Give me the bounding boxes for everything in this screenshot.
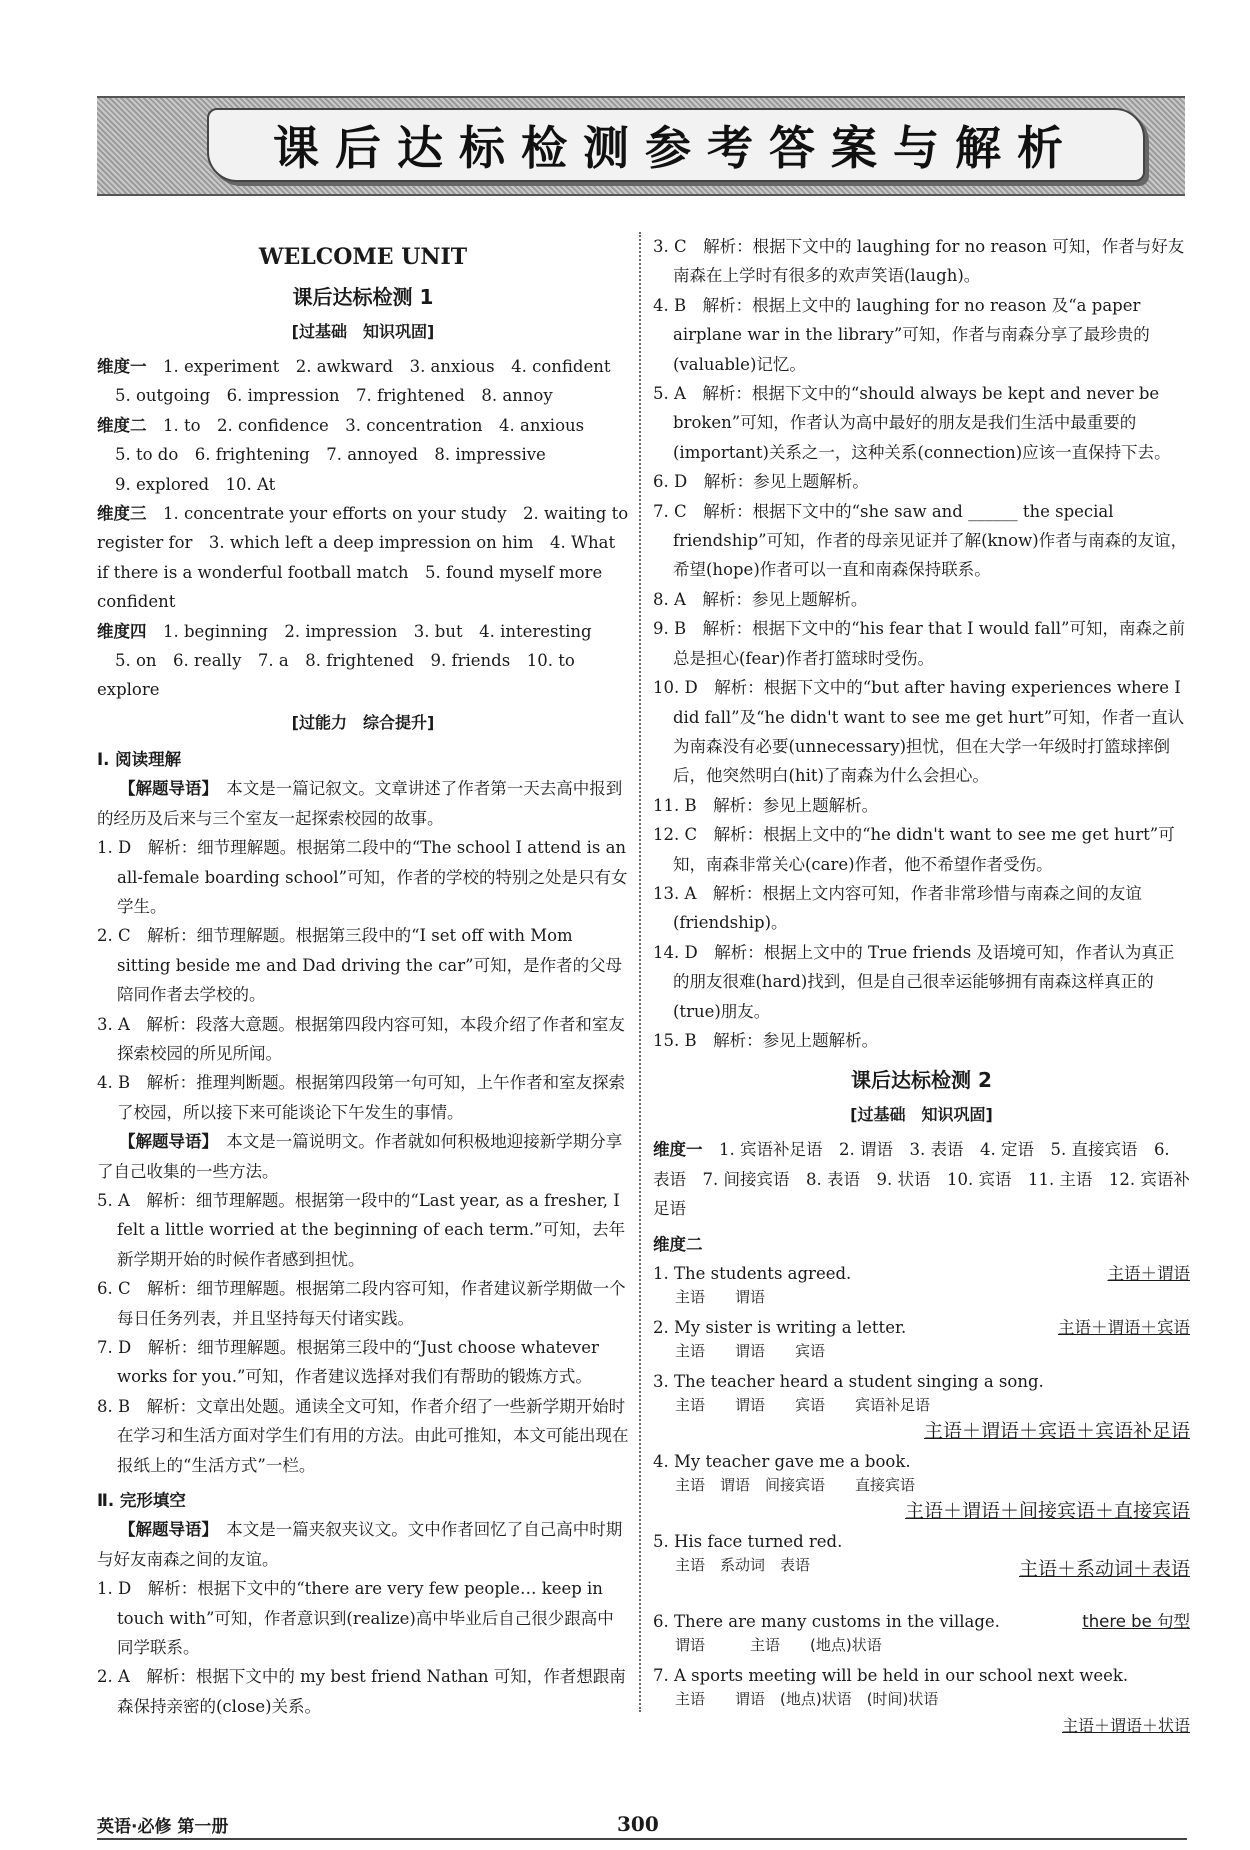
answer-item: 4. B 解析：根据上文中的 laughing for no reason 及“a paper airplane war in the library”可知，作者与南森分享了最珍贵的(valuable)记忆。 bbox=[653, 295, 1150, 374]
answer-item: 4. B 解析：推理判断题。根据第四段第一句可知，上午作者和室友探索了校园，所以接下来可能谈论下午发生的事情。 bbox=[97, 1073, 626, 1122]
right-column bbox=[653, 232, 1190, 1741]
dimension-3: 维度三 1. concentrate your efforts on your study 2. waiting to register for 3. which left a deep impression on him 4. What if there is a wonderful football match 5. found myself more confident bbox=[97, 504, 629, 612]
sentence-analysis: 1. The students agreed. 主语 谓语 主语＋谓语 bbox=[653, 1264, 1190, 1306]
section-bracket-ability: [过能力 综合提升] bbox=[291, 712, 435, 732]
answer-item: 11. B 解析：参见上题解析。 bbox=[653, 795, 879, 815]
reading-guide-2: 【解题导语】 本文是一篇说明文。作者就如何积极地迎接新学期分享了自己收集的一些方法。 bbox=[97, 1132, 623, 1181]
answer-item: 6. C 解析：细节理解题。根据第二段内容可知，作者建议新学期做一个每日任务列表，并且坚持每天付诸实践。 bbox=[97, 1279, 626, 1328]
section-reading: Ⅰ. 阅读理解 bbox=[97, 749, 182, 769]
test-2-title: 课后达标检测 2 bbox=[851, 1068, 992, 1093]
answer-item: 8. B 解析：文章出处题。通读全文可知，作者介绍了一些新学期开始时在学习和生活方面对学生们有用的方法。由此可推知，本文可能出现在报纸上的“生活方式”一栏。 bbox=[97, 1396, 629, 1475]
answer-item: 9. B 解析：根据下文中的“his fear that I would fall”可知，南森之前总是担心(fear)作者打篮球时受伤。 bbox=[653, 619, 1185, 668]
answer-item: 1. D 解析：根据下文中的“there are very few people… keep in touch with”可知，作者意识到(realize)高中毕业后自己很少跟高中同学联系。 bbox=[97, 1579, 614, 1658]
column-divider bbox=[639, 232, 641, 1712]
answer-item: 6. D 解析：参见上题解析。 bbox=[653, 472, 869, 492]
answer-item: 8. A 解析：参见上题解析。 bbox=[653, 589, 868, 609]
answer-item: 5. A 解析：细节理解题。根据第一段中的“Last year, as a fresher, I felt a little worried at the beginning of each term.”可知，去年新学期开始的时候作者感到担忧。 bbox=[97, 1190, 626, 1269]
left-column bbox=[97, 232, 629, 1721]
section-bracket-basics-2: [过基础 知识巩固] bbox=[850, 1105, 993, 1125]
dimension-2: 维度二 1. to 2. confidence 3. concentration 4. anxious 5. to do 6. frightening 7. annoyed 8. impressive 9. explored 10. At bbox=[97, 415, 585, 494]
answer-item: 2. A 解析：根据下文中的 my best friend Nathan 可知，作者想跟南森保持亲密的(close)关系。 bbox=[97, 1667, 626, 1716]
page-title: 课后达标检测参考答案与解析 bbox=[273, 121, 1079, 175]
page-number: 300 bbox=[617, 1812, 659, 1836]
sentence-analysis: 2. My sister is writing a letter. 主语 谓语 宾语 主语＋谓语＋宾语 bbox=[653, 1318, 1190, 1360]
answer-item: 7. D 解析：细节理解题。根据第三段中的“Just choose whatever works for you.”可知，作者建议选择对我们有帮助的锻炼方式。 bbox=[97, 1338, 599, 1387]
test-1-title: 课后达标检测 1 bbox=[292, 285, 434, 309]
answer-item: 13. A 解析：根据上文内容可知，作者非常珍惜与南森之间的友谊(friendship)。 bbox=[653, 883, 1142, 933]
cloze-guide: 【解题导语】 本文是一篇夹叙夹议文。文中作者回忆了自己高中时期与好友南森之间的友谊。 bbox=[97, 1520, 623, 1569]
answer-item: 12. C 解析：根据上文中的“he didn't want to see me get hurt”可知，南森非常关心(care)作者，他不希望作者受伤。 bbox=[653, 825, 1175, 874]
sentence-analysis: 3. The teacher heard a student singing a song. 主语 谓语 宾语 宾语补足语 主语＋谓语＋宾语＋宾语补足语 bbox=[653, 1372, 1190, 1442]
section-cloze: Ⅱ. 完形填空 bbox=[97, 1491, 186, 1511]
sentence-analysis: 7. A sports meeting will be held in our school next week. 主语 谓语 (地点)状语 (时间)状语 主语＋谓语＋状语 bbox=[653, 1666, 1190, 1735]
answer-item: 14. D 解析：根据上文中的 True friends 及语境可知，作者认为真正的朋友很难(hard)找到，但是自己很幸运能够拥有南森这样真正的(true)朋友。 bbox=[653, 942, 1175, 1021]
page-footer bbox=[97, 1812, 1187, 1837]
answer-item: 3. C 解析：根据下文中的 laughing for no reason 可知，作者与好友南森在上学时有很多的欢声笑语(laugh)。 bbox=[653, 237, 1185, 286]
answer-item: 2. C 解析：细节理解题。根据第三段中的“I set off with Mom sitting beside me and Dad driving the car”可知，是作者的父母陪同作者去学校的。 bbox=[97, 926, 623, 1005]
answer-item: 15. B 解析：参见上题解析。 bbox=[653, 1030, 879, 1050]
answer-item: 5. A 解析：根据下文中的“should always be kept and never be broken”可知，作者认为高中最好的朋友是我们生活中最重要的(important)关系之一，这种关系(connection)应该一直保持下去。 bbox=[653, 384, 1171, 462]
reading-guide-1: 【解题导语】 本文是一篇记叙文。文章讲述了作者第一天去高中报到的经历及后来与三个室友一起探索校园的故事。 bbox=[97, 779, 623, 828]
answer-item: 7. C 解析：根据下文中的“she saw and ______ the special friendship”可知，作者的母亲见证并了解(know)作者与南森的友谊，希望(hope)作者可以一直和南森保持联系。 bbox=[653, 501, 1188, 580]
section-bracket-basics: [过基础 知识巩固] bbox=[291, 322, 435, 341]
answer-item: 1. D 解析：细节理解题。根据第二段中的“The school I attend is an all-female boarding school”可知，作者的学校的特别之处是只有女学生。 bbox=[97, 838, 628, 916]
answer-item: 3. A 解析：段落大意题。根据第四段内容可知，本段介绍了作者和室友探索校园的所见所闻。 bbox=[97, 1014, 625, 1063]
footer-rule bbox=[97, 1838, 1187, 1840]
sentence-analysis: 4. My teacher gave me a book. 主语 谓语 间接宾语 直接宾语 主语＋谓语＋间接宾语＋直接宾语 bbox=[653, 1452, 1190, 1522]
unit-title: WELCOME UNIT bbox=[258, 244, 468, 270]
title-banner bbox=[97, 96, 1185, 196]
dimension-2-test2: 维度二 bbox=[653, 1234, 703, 1254]
dimension-1: 维度一 1. experiment 2. awkward 3. anxious 4. confident 5. outgoing 6. impression 7. frightened 8. annoy bbox=[97, 357, 611, 406]
sentence-analysis: 5. His face turned red. 主语 系动词 表语 主语＋系动词＋表语 bbox=[653, 1532, 1190, 1580]
sentence-analysis: 6. There are many customs in the village. 谓语 主语 (地点)状语 there be 句型 bbox=[653, 1612, 1190, 1654]
title-box bbox=[207, 108, 1145, 182]
answer-item: 10. D 解析：根据下文中的“but after having experiences where I did fall”及“he didn't want to see me get hurt”可知，作者一直认为南森没有必要(unnecessary)担忧，但在大学一年级时打篮球摔倒后，他突然明白(hit)了南森为什么会担心。 bbox=[653, 678, 1185, 786]
dimension-4: 维度四 1. beginning 2. impression 3. but 4. interesting 5. on 6. really 7. a 8. frightened 9. friends 10. to explore bbox=[97, 621, 592, 700]
book-name: 英语·必修 第一册 bbox=[97, 1817, 229, 1837]
dimension-1-test2: 维度一 1. 宾语补足语 2. 谓语 3. 表语 4. 定语 5. 直接宾语 6. 表语 7. 间接宾语 8. 表语 9. 状语 10. 宾语 11. 主语 12. 宾语补足语 bbox=[653, 1140, 1190, 1219]
